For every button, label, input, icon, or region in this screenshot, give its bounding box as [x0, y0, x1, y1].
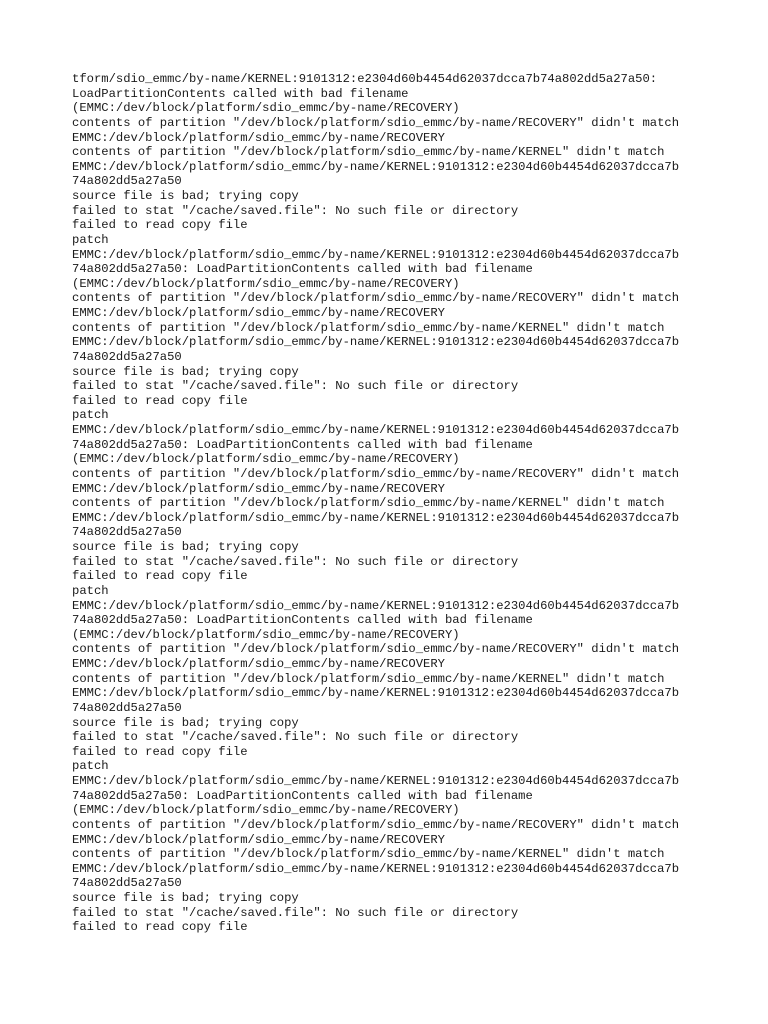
log-line: EMMC:/dev/block/platform/sdio_emmc/by-name/KERNEL:9101312:e2304d60b4454d62037dcca7b — [72, 598, 680, 613]
log-line: 74a802dd5a27a50: LoadPartitionContents called with bad filename — [72, 788, 533, 803]
log-line: 74a802dd5a27a50 — [72, 525, 182, 540]
log-line: EMMC:/dev/block/platform/sdio_emmc/by-name/RECOVERY — [72, 130, 445, 145]
log-line: failed to read copy file — [72, 218, 248, 233]
log-line: EMMC:/dev/block/platform/sdio_emmc/by-name/RECOVERY — [72, 657, 445, 671]
log-line: (EMMC:/dev/block/platform/sdio_emmc/by-name/RECOVERY) — [72, 276, 460, 291]
log-line: 74a802dd5a27a50 — [72, 174, 182, 189]
log-line: failed to stat "/cache/saved.file": No such file or directory — [72, 379, 519, 394]
log-line: contents of partition "/dev/block/platform/sdio_emmc/by-name/RECOVERY" didn't match — [72, 115, 680, 130]
log-line: 74a802dd5a27a50 — [72, 876, 182, 891]
log-line: failed to stat "/cache/saved.file": No such file or directory — [72, 554, 519, 569]
log-line: source file is bad; trying copy — [72, 189, 299, 203]
log-line: source file is bad; trying copy — [72, 891, 299, 905]
log-line: patch — [72, 583, 109, 598]
log-line: (EMMC:/dev/block/platform/sdio_emmc/by-name/RECOVERY) — [72, 627, 460, 642]
log-line: contents of partition "/dev/block/platform/sdio_emmc/by-name/RECOVERY" didn't match — [72, 466, 680, 481]
log-line: contents of partition "/dev/block/platform/sdio_emmc/by-name/KERNEL" didn't match — [72, 145, 665, 160]
log-line: failed to read copy file — [72, 569, 248, 584]
log-line: EMMC:/dev/block/platform/sdio_emmc/by-name/KERNEL:9101312:e2304d60b4454d62037dcca7b — [72, 861, 680, 876]
log-line: EMMC:/dev/block/platform/sdio_emmc/by-name/KERNEL:9101312:e2304d60b4454d62037dcca7b — [72, 686, 680, 701]
log-line: contents of partition "/dev/block/platform/sdio_emmc/by-name/RECOVERY" didn't match — [72, 291, 680, 306]
log-line: 74a802dd5a27a50: LoadPartitionContents called with bad filename — [72, 613, 533, 628]
log-line: source file is bad; trying copy — [72, 715, 299, 730]
log-line: EMMC:/dev/block/platform/sdio_emmc/by-name/KERNEL:9101312:e2304d60b4454d62037dcca7b — [72, 247, 680, 262]
log-line: EMMC:/dev/block/platform/sdio_emmc/by-name/RECOVERY — [72, 832, 445, 847]
log-line: failed to stat "/cache/saved.file": No such file or directory — [72, 730, 519, 745]
log-line: EMMC:/dev/block/platform/sdio_emmc/by-name/KERNEL:9101312:e2304d60b4454d62037dcca7b — [72, 774, 680, 788]
log-line: EMMC:/dev/block/platform/sdio_emmc/by-name/KERNEL:9101312:e2304d60b4454d62037dcca7b — [72, 159, 680, 174]
log-line: (EMMC:/dev/block/platform/sdio_emmc/by-name/RECOVERY) — [72, 803, 460, 818]
log-line: EMMC:/dev/block/platform/sdio_emmc/by-name/KERNEL:9101312:e2304d60b4454d62037dcca7b — [72, 423, 680, 437]
log-line: 74a802dd5a27a50: LoadPartitionContents called with bad filename — [72, 437, 533, 452]
log-line: patch — [72, 232, 109, 247]
log-line: failed to read copy file — [72, 920, 248, 935]
log-line: EMMC:/dev/block/platform/sdio_emmc/by-name/RECOVERY — [72, 481, 445, 496]
log-line: source file is bad; trying copy — [72, 540, 299, 554]
log-line: EMMC:/dev/block/platform/sdio_emmc/by-name/RECOVERY — [72, 306, 445, 320]
log-line: EMMC:/dev/block/platform/sdio_emmc/by-name/KERNEL:9101312:e2304d60b4454d62037dcca7b — [72, 510, 680, 525]
log-line: 74a802dd5a27a50 — [72, 349, 182, 364]
log-line: (EMMC:/dev/block/platform/sdio_emmc/by-name/RECOVERY) — [72, 452, 460, 467]
log-line: tform/sdio_emmc/by-name/KERNEL:9101312:e2304d60b4454d62037dcca7b74a802dd5a27a50: — [72, 72, 658, 86]
log-line: contents of partition "/dev/block/platform/sdio_emmc/by-name/KERNEL" didn't match — [72, 320, 665, 335]
log-line: contents of partition "/dev/block/platform/sdio_emmc/by-name/KERNEL" didn't match — [72, 847, 665, 862]
log-line: contents of partition "/dev/block/platform/sdio_emmc/by-name/RECOVERY" didn't match — [72, 817, 680, 832]
log-line: contents of partition "/dev/block/platform/sdio_emmc/by-name/RECOVERY" didn't match — [72, 642, 680, 657]
log-line: patch — [72, 408, 109, 423]
log-line: (EMMC:/dev/block/platform/sdio_emmc/by-name/RECOVERY) — [72, 101, 460, 116]
log-line: failed to read copy file — [72, 744, 248, 759]
log-line: failed to stat "/cache/saved.file": No such file or directory — [72, 905, 519, 920]
log-line: 74a802dd5a27a50 — [72, 700, 182, 715]
log-line: contents of partition "/dev/block/platform/sdio_emmc/by-name/KERNEL" didn't match — [72, 496, 665, 511]
log-line: patch — [72, 759, 109, 774]
log-line: EMMC:/dev/block/platform/sdio_emmc/by-name/KERNEL:9101312:e2304d60b4454d62037dcca7b — [72, 335, 680, 350]
log-line: source file is bad; trying copy — [72, 364, 299, 379]
log-line: 74a802dd5a27a50: LoadPartitionContents called with bad filename — [72, 262, 533, 277]
log-line: LoadPartitionContents called with bad filename — [72, 86, 409, 101]
log-line: contents of partition "/dev/block/platform/sdio_emmc/by-name/KERNEL" didn't match — [72, 671, 665, 686]
log-document — [72, 72, 732, 935]
log-line: failed to read copy file — [72, 393, 248, 408]
log-line: failed to stat "/cache/saved.file": No such file or directory — [72, 203, 519, 218]
